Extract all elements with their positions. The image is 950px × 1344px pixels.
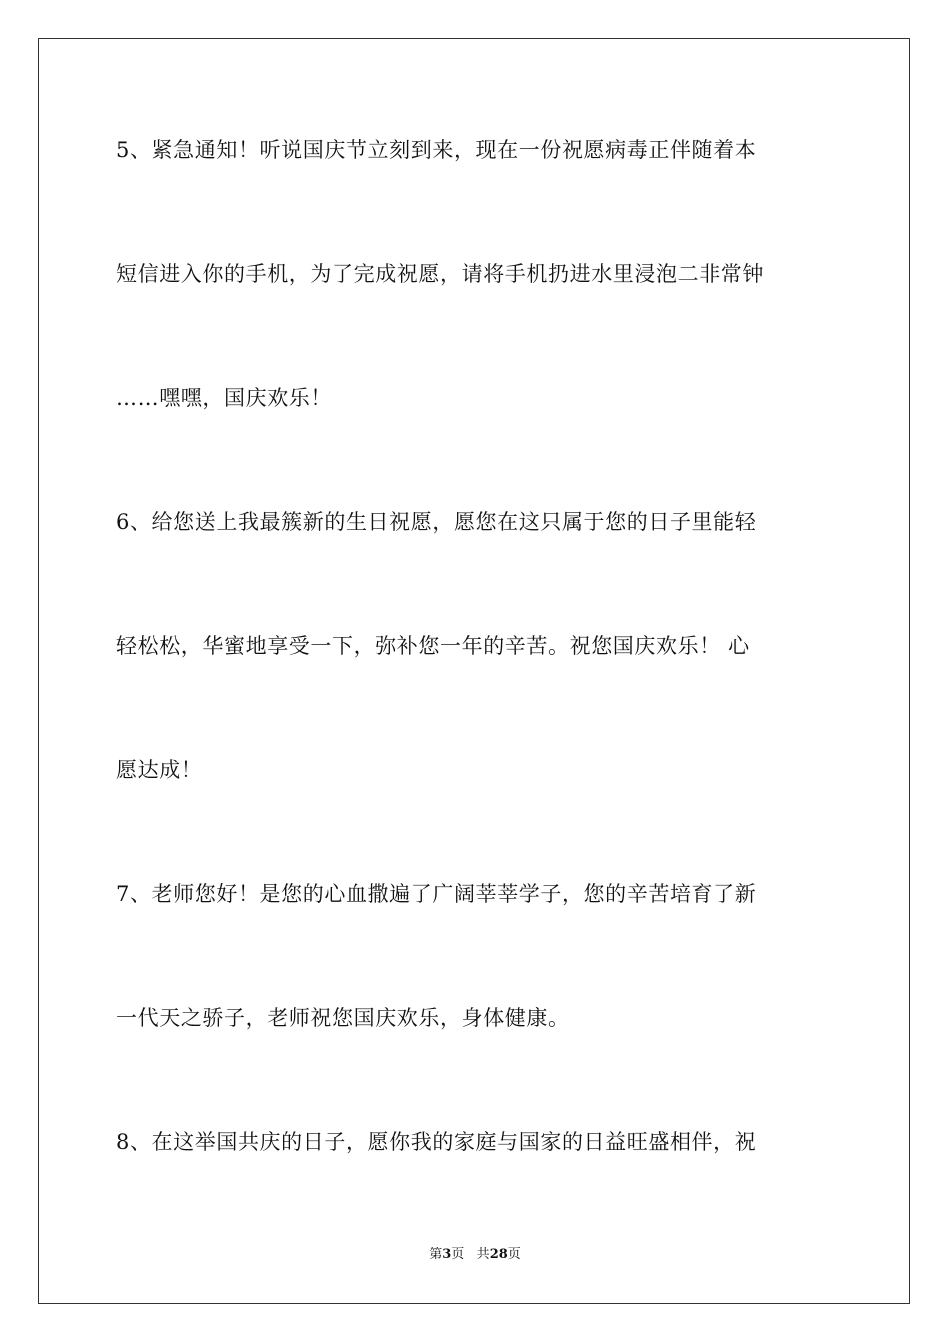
body-line-7: 7、老师您好！是您的心血撒遍了广阔莘莘学子，您的辛苦培育了新 [116,882,757,906]
total-pages: 28 [489,1247,508,1262]
body-line-3: ……嘿嘿，国庆欢乐！ [116,386,332,410]
total-suffix: 页 [507,1247,521,1262]
page-number: 3 [442,1247,452,1262]
body-line-8: 一代天之骄子，老师祝您国庆欢乐，身体健康。 [116,1006,570,1030]
body-line-4: 6、给您送上我最簇新的生日祝愿，愿您在这只属于您的日子里能轻 [116,510,757,534]
page-frame [38,38,910,1304]
page-prefix: 第 [429,1247,443,1262]
body-line-1: 5、紧急通知！听说国庆节立刻到来，现在一份祝愿病毒正伴随着本 [116,138,757,162]
page-suffix: 页 [451,1247,465,1262]
body-line-9: 8、在这举国共庆的日子，愿你我的家庭与国家的日益旺盛相伴，祝 [116,1130,757,1154]
body-line-5: 轻松松，华蜜地享受一下，弥补您一年的辛苦。祝您国庆欢乐！ 心 [116,634,750,658]
body-line-6: 愿达成！ [116,758,203,782]
total-prefix: 共 [476,1247,490,1262]
body-line-2: 短信进入你的手机，为了完成祝愿，请将手机扔进水里浸泡二非常钟 [116,262,764,286]
page-footer [0,1246,950,1264]
